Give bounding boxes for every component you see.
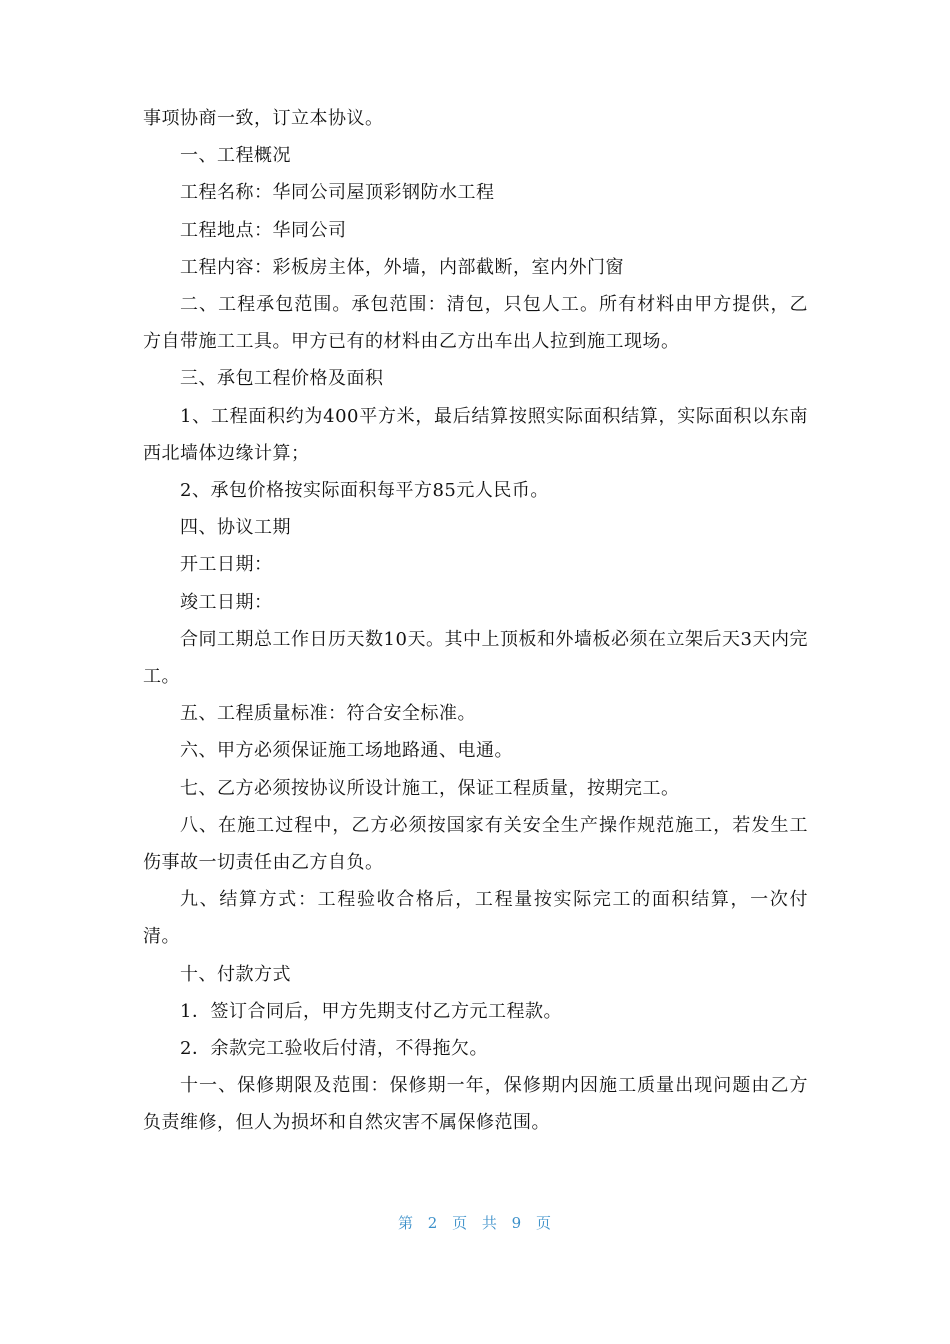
paragraph: 五、工程质量标准：符合安全标准。 — [180, 703, 476, 725]
paragraph: 工程内容：彩板房主体，外墙，内部截断，室内外门窗 — [180, 256, 624, 278]
paragraph: 四、协议工期 — [180, 517, 291, 539]
paragraph: 三、承包工程价格及面积 — [180, 368, 384, 390]
paragraph: 2、承包价格按实际面积每平方85元人民币。 — [180, 480, 549, 502]
paragraph: 十、付款方式 — [180, 963, 291, 985]
page-number-footer: 第 2 页 共 9 页 — [398, 1214, 552, 1232]
document-body — [143, 100, 808, 1142]
paragraph: 工程地点：华同公司 — [180, 219, 347, 241]
paragraph: 1．签订合同后，甲方先期支付乙方元工程款。 — [180, 1000, 562, 1022]
paragraph: 竣工日期： — [180, 591, 273, 613]
paragraph: 一、工程概况 — [180, 145, 291, 167]
paragraph: 2．余款完工验收后付清，不得拖欠。 — [180, 1038, 488, 1060]
paragraph: 事项协商一致，订立本协议。 — [143, 108, 384, 129]
paragraph: 1、工程面积约为400平方米，最后结算按照实际面积结算，实际面积以东南西北墙体边缘计算； — [143, 405, 808, 464]
paragraph: 合同工期总工作日历天数10天。其中上顶板和外墙板必须在立架后天3天内完工。 — [143, 628, 808, 688]
paragraph: 工程名称：华同公司屋顶彩钢防水工程 — [180, 182, 495, 204]
paragraph: 八、在施工过程中，乙方必须按国家有关安全生产操作规范施工，若发生工伤事故一切责任由乙方自负。 — [143, 814, 808, 874]
paragraph: 六、甲方必须保证施工场地路通、电通。 — [180, 740, 513, 762]
paragraph: 开工日期： — [180, 554, 273, 576]
paragraph: 七、乙方必须按协议所设计施工，保证工程质量，按期完工。 — [180, 777, 680, 799]
paragraph: 二、工程承包范围。承包范围：清包，只包人工。所有材料由甲方提供，乙方自带施工工具。甲方已有的材料由乙方出车出人拉到施工现场。 — [143, 294, 808, 353]
paragraph: 九、结算方式：工程验收合格后，工程量按实际完工的面积结算，一次付清。 — [143, 889, 808, 948]
paragraph: 十一、保修期限及范围：保修期一年，保修期内因施工质量出现问题由乙方负责维修，但人为损坏和自然灾害不属保修范围。 — [143, 1075, 808, 1134]
